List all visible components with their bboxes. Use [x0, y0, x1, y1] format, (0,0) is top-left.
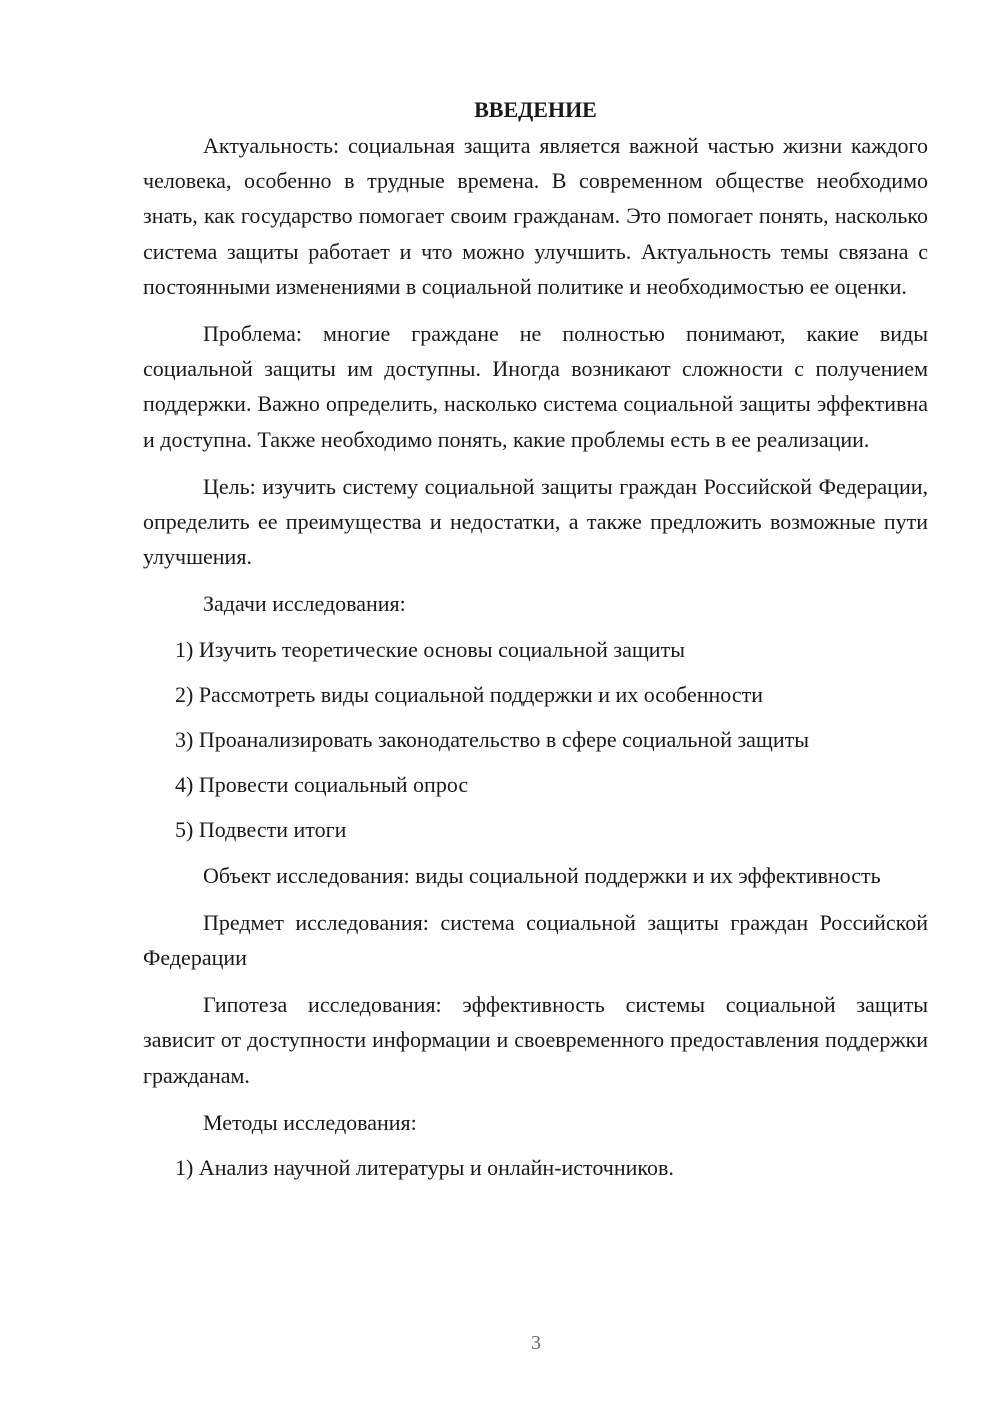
list-item: 2) Рассмотреть виды социальной поддержки и их особенности — [175, 681, 763, 707]
tasks-label: Задачи исследования: — [203, 591, 406, 617]
document-page — [143, 94, 928, 1195]
list-item: 3) Проанализировать законодательство в сфере социальной защиты — [175, 727, 810, 753]
list-item: 1) Изучить теоретические основы социальной защиты — [175, 636, 685, 662]
page-number: 3 — [531, 1332, 541, 1354]
page-title: ВВЕДЕНИЕ — [474, 97, 597, 122]
paragraph-object: Объект исследования: виды социальной поддержки и их эффективность — [203, 862, 881, 888]
methods-label: Методы исследования: — [203, 1109, 417, 1135]
list-item: 4) Провести социальный опрос — [175, 772, 469, 798]
methods-list — [143, 1150, 928, 1185]
paragraph-problem: Проблема: многие граждане не полностью понимают, какие виды социальной защиты им доступны. Иногда возникают сложности с получением поддержки. Важно определить, насколько система социальной защиты эффективна и доступна. Также необходимо понять, какие проблемы есть в ее реализации. — [143, 321, 928, 452]
paragraph-subject: Предмет исследования: система социальной защиты граждан Российской Федерации — [143, 909, 928, 971]
list-item: 5) Подвести итоги — [175, 817, 347, 843]
paragraph-relevance: Актуальность: социальная защита является важной частью жизни каждого человека, особенно в трудные времена. В современном обществе необходимо знать, как государство помогает своим гражданам. Это помогает понять, насколько система защиты работает и что можно улучшить. Актуальность темы связана с постоянными изменениями в социальной политике и необходимостью ее оценки. — [143, 133, 928, 299]
paragraph-hypothesis: Гипотеза исследования: эффективность системы социальной защиты зависит от доступности информации и своевременного предоставления поддержки гражданам. — [143, 992, 928, 1088]
tasks-list — [143, 632, 928, 848]
list-item: 1) Анализ научной литературы и онлайн-источников. — [175, 1155, 674, 1181]
paragraph-goal: Цель: изучить систему социальной защиты граждан Российской Федерации, определить ее преимущества и недостатки, а также предложить возможные пути улучшения. — [143, 473, 928, 570]
